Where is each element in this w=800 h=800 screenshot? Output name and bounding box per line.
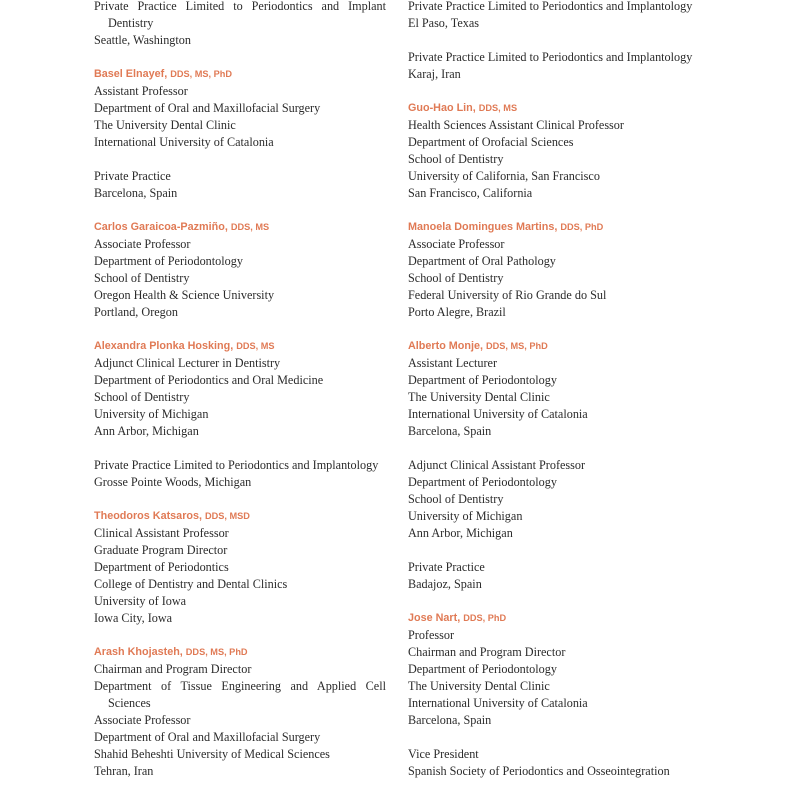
affiliation-line: Barcelona, Spain [94,186,178,200]
entry-spacer [408,542,708,559]
affiliation-line: Health Sciences Assistant Clinical Professor [408,118,624,132]
affiliation-line: School of Dentistry [408,152,504,166]
affiliation-line: Graduate Program Director [94,543,228,557]
affiliation-line: Portland, Oregon [94,305,178,319]
affiliation-line: The University Dental Clinic [408,390,550,404]
affiliation-line: Seattle, Washington [94,33,191,47]
contributor-name: Manoela Domingues Martins, DDS, PhD [408,221,604,233]
contributor-credentials: DDS, MSD [205,511,250,521]
contributor-name-text: Jose Nart [408,612,458,624]
contributor-credentials: DDS, MS, PhD [185,647,248,657]
contributor-name-text: Alexandra Plonka Hosking [94,340,231,352]
affiliation-line: Assistant Professor [94,84,188,98]
entry-spacer [94,202,386,219]
affiliation-line: Adjunct Clinical Lecturer in Dentistry [94,356,281,370]
affiliation-line: Department of Periodontology [94,254,243,268]
entry-spacer [408,729,708,746]
affiliation-line: Private Practice [408,560,485,574]
contributor-name: Alexandra Plonka Hosking, DDS, MS [94,340,275,352]
entry-spacer [94,627,386,644]
entry-spacer [408,440,708,457]
affiliation-line: Spanish Society of Periodontics and Osseointegration [408,764,670,778]
contributor-credentials: DDS, MS [230,222,270,232]
contributor-credentials: DDS, PhD [560,222,604,232]
affiliation-line: The University Dental Clinic [94,118,236,132]
affiliation-line: Associate Professor [408,237,505,251]
affiliation-line: Associate Professor [94,713,191,727]
affiliation-line: Department of Tissue Engineering and Applied Cell Sciences [94,679,386,710]
affiliation-line: Oregon Health & Science University [94,288,275,302]
affiliation-line: San Francisco, California [408,186,533,200]
affiliation-line: Department of Periodontics and Oral Medicine [94,373,324,387]
affiliation-line: Department of Oral and Maxillofacial Surgery [94,101,321,115]
entry-spacer [94,491,386,508]
affiliation-line: Private Practice Limited to Periodontics and Implant Dentistry [94,0,386,30]
affiliation-line: Private Practice Limited to Periodontics and Implantology [408,50,693,64]
affiliation-line: Associate Professor [94,237,191,251]
affiliation-line: The University Dental Clinic [408,679,550,693]
affiliation-line: International University of Catalonia [408,407,588,421]
contributor-name-text: Guo-Hao Lin [408,102,473,114]
affiliation-line: Karaj, Iran [408,67,461,81]
affiliation-line: Vice President [408,747,479,761]
contributor-credentials: DDS, MS [478,103,518,113]
affiliation-line: University of Iowa [94,594,187,608]
affiliation-line: Department of Orofacial Sciences [408,135,574,149]
contributor-name: Basel Elnayef, DDS, MS, PhD [94,68,232,80]
affiliation-line: Private Practice Limited to Periodontics and Implantology [408,0,693,13]
entry-spacer [408,202,708,219]
affiliation-line: Federal University of Rio Grande do Sul [408,288,607,302]
affiliation-line: Department of Periodontology [408,373,557,387]
affiliation-line: Iowa City, Iowa [94,611,173,625]
affiliation-line: Private Practice [94,169,171,183]
affiliation-line: Assistant Lecturer [408,356,498,370]
right-column [408,0,708,780]
contributor-name: Guo-Hao Lin, DDS, MS [408,102,518,114]
entry-spacer [408,321,708,338]
affiliation-line: Department of Oral and Maxillofacial Surgery [94,730,321,744]
affiliation-line: Ann Arbor, Michigan [408,526,513,540]
contributor-credentials: DDS, MS, PhD [170,69,232,79]
contributor-name: Alberto Monje, DDS, MS, PhD [408,340,548,352]
entry-spacer [408,83,708,100]
affiliation-line: Clinical Assistant Professor [94,526,229,540]
affiliation-line: Barcelona, Spain [408,713,492,727]
contributor-name: Carlos Garaicoa-Pazmiño, DDS, MS [94,221,270,233]
affiliation-line: Chairman and Program Director [94,662,252,676]
affiliation-line: Ann Arbor, Michigan [94,424,199,438]
contributor-credentials: DDS, PhD [463,613,507,623]
contributor-name-text: Basel Elnayef [94,68,165,80]
affiliation-line: Department of Periodontology [408,662,557,676]
affiliation-line: International University of Catalonia [94,135,274,149]
affiliation-line: Badajoz, Spain [408,577,482,591]
entry-spacer [94,151,386,168]
contributor-name-text: Theodoros Katsaros [94,510,199,522]
affiliation-line: Department of Periodontology [408,475,557,489]
left-column [94,0,386,780]
affiliation-line: School of Dentistry [408,492,504,506]
affiliation-line: University of Michigan [408,509,523,523]
affiliation-line: School of Dentistry [94,390,190,404]
affiliation-line: University of California, San Francisco [408,169,600,183]
affiliation-line: School of Dentistry [94,271,190,285]
contributor-name-text: Carlos Garaicoa-Pazmiño [94,221,225,233]
entry-spacer [94,440,386,457]
affiliation-line: Tehran, Iran [94,764,154,778]
affiliation-line: College of Dentistry and Dental Clinics [94,577,288,591]
affiliation-line: El Paso, Texas [408,16,480,30]
entry-spacer [408,593,708,610]
contributor-name: Theodoros Katsaros, DDS, MSD [94,510,250,522]
affiliation-line: Chairman and Program Director [408,645,566,659]
affiliation-line: Adjunct Clinical Assistant Professor [408,458,586,472]
affiliation-line: International University of Catalonia [408,696,588,710]
affiliation-line: Porto Alegre, Brazil [408,305,506,319]
contributor-credentials: DDS, MS, PhD [485,341,548,351]
affiliation-line: Professor [408,628,455,642]
affiliation-line: Private Practice Limited to Periodontics and Implantology [94,458,379,472]
contributor-name-text: Alberto Monje [408,340,480,352]
entry-spacer [94,321,386,338]
contributor-name-text: Manoela Domingues Martins [408,221,555,233]
affiliation-line: Shahid Beheshti University of Medical Sciences [94,747,330,761]
contributor-credentials: DDS, MS [236,341,275,351]
entry-spacer [94,49,386,66]
contributor-name: Jose Nart, DDS, PhD [408,612,507,624]
entry-spacer [408,32,708,49]
affiliation-line: Department of Periodontics [94,560,229,574]
affiliation-line: Grosse Pointe Woods, Michigan [94,475,252,489]
affiliation-line: University of Michigan [94,407,209,421]
affiliation-line: Department of Oral Pathology [408,254,556,268]
contributor-name-text: Arash Khojasteh [94,646,180,658]
affiliation-line: Barcelona, Spain [408,424,492,438]
affiliation-line: School of Dentistry [408,271,504,285]
contributor-name: Arash Khojasteh, DDS, MS, PhD [94,646,248,658]
